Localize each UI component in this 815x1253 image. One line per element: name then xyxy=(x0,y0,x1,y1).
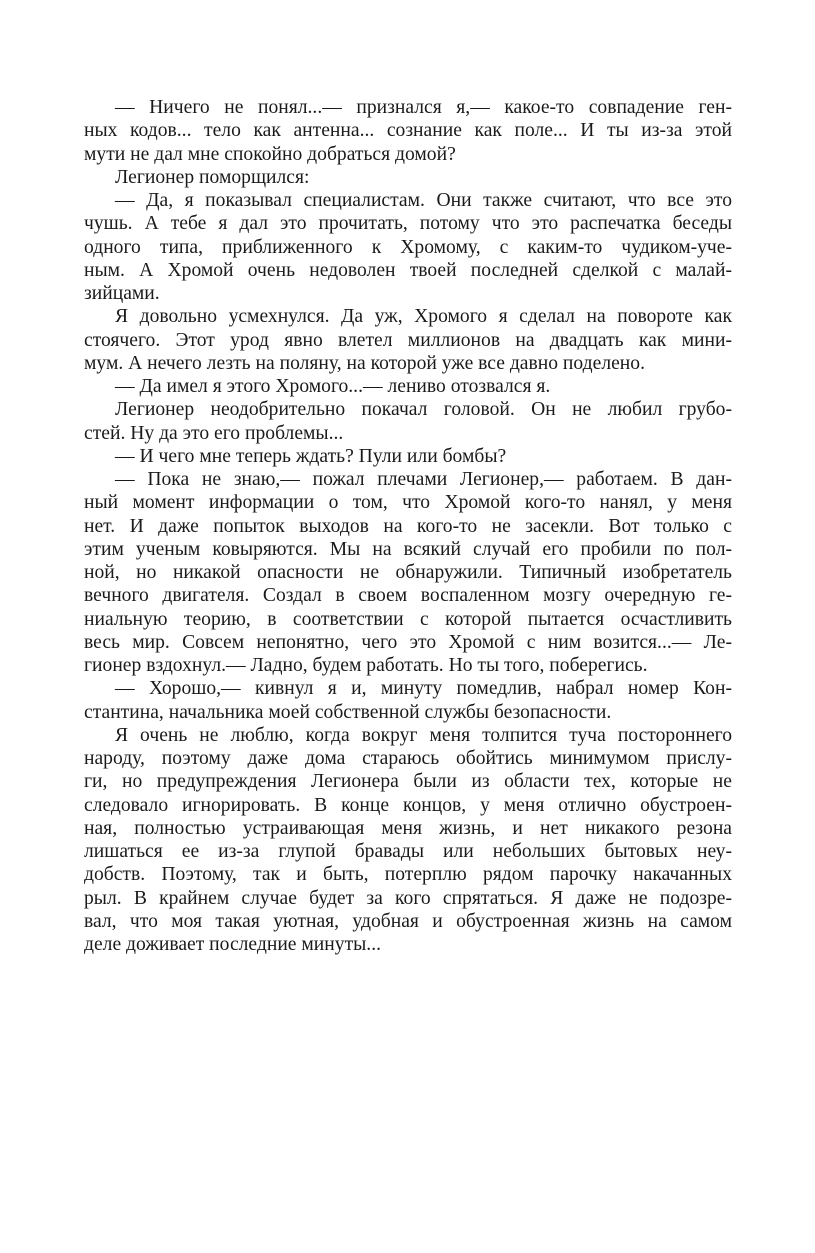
text-line: одного типа, приближенного к Хромому, с каким-то чудиком-уче- xyxy=(84,236,732,258)
text-line: Я очень не люблю, когда вокруг меня толпится туча постороннего xyxy=(115,724,732,746)
text-line: лишаться ее из-за глупой бравады или небольших бытовых неу- xyxy=(84,841,732,862)
text-line: мути не дал мне спокойно добраться домой? xyxy=(84,143,456,165)
text-line: ги, но предупреждения Легионера были из области тех, которые не xyxy=(84,771,732,793)
text-line: гионер вздохнул.— Ладно, будем работать. Но ты того, поберегись. xyxy=(84,655,648,676)
text-line: ным. А Хромой очень недоволен твоей последней сделкой с малай- xyxy=(84,259,732,281)
text-line: Легионер поморщился: xyxy=(115,166,310,188)
text-line: ный момент информации о том, что Хромой кого-то нанял, у меня xyxy=(84,492,732,514)
text-line: рыл. В крайнем случае будет за кого спрятаться. Я даже не подозре- xyxy=(84,887,732,909)
text-line: чушь. А тебе я дал это прочитать, потому что это распечатка беседы xyxy=(84,213,732,235)
text-line: нет. И даже попыток выходов на кого-то не засекли. Вот только с xyxy=(84,515,732,537)
text-line: ной, но никакой опасности не обнаружили. Типичный изобретатель xyxy=(84,562,732,583)
text-line: весь мир. Совсем непонятно, чего это Хромой с ним возится...— Ле- xyxy=(84,631,732,653)
text-line: вал, что моя такая уютная, удобная и обустроенная жизнь на самом xyxy=(84,910,732,932)
text-line: Легионер неодобрительно покачал головой. Он не любил грубо- xyxy=(115,399,732,421)
text-line: вечного двигателя. Создал в своем воспаленном мозгу очередную ге- xyxy=(84,585,732,607)
body-text xyxy=(84,96,732,956)
text-line: ниальную теорию, в соответствии с которой пытается осчастливить xyxy=(84,608,732,630)
text-line: ная, полностью устраивающая меня жизнь, и нет никакого резона xyxy=(84,817,732,839)
text-line: — Хорошо,— кивнул я и, минуту помедлив, набрал номер Кон- xyxy=(115,678,732,700)
text-line: стей. Ну да это его проблемы... xyxy=(84,422,344,444)
text-line: — Пока не знаю,— пожал плечами Легионер,— работаем. В дан- xyxy=(115,469,732,490)
text-line: стантина, начальника моей собственной службы безопасности. xyxy=(84,701,612,723)
text-line: народу, поэтому даже дома стараюсь обойтись минимумом прислу- xyxy=(84,748,732,769)
text-line: — И чего мне теперь ждать? Пули или бомбы? xyxy=(115,445,507,467)
text-line: ных кодов... тело как антенна... сознание как поле... И ты из-за этой xyxy=(84,120,732,142)
text-line: зийцами. xyxy=(84,283,160,304)
text-line: — Ничего не понял...— признался я,— какое-то совпадение ген- xyxy=(115,97,732,118)
text-line: мум. А нечего лезть на поляну, на которой уже все давно поделено. xyxy=(84,352,645,374)
text-line: — Да имел я этого Хромого...— лениво отозвался я. xyxy=(115,376,551,397)
text-line: — Да, я показывал специалистам. Они также считают, что все это xyxy=(115,190,732,211)
text-line: стоячего. Этот урод явно влетел миллионов на двадцать как мини- xyxy=(84,329,732,351)
text-line: деле доживает последние минуты... xyxy=(84,934,381,955)
text-line: Я довольно усмехнулся. Да уж, Хромого я сделал на повороте как xyxy=(115,306,732,328)
text-line: этим ученым ковыряются. Мы на всякий случай его пробили по пол- xyxy=(84,538,732,560)
text-line: добств. Поэтому, так и быть, потерплю рядом парочку накачанных xyxy=(84,864,732,886)
text-line: следовало игнорировать. В конце концов, у меня отлично обустроен- xyxy=(84,794,732,816)
